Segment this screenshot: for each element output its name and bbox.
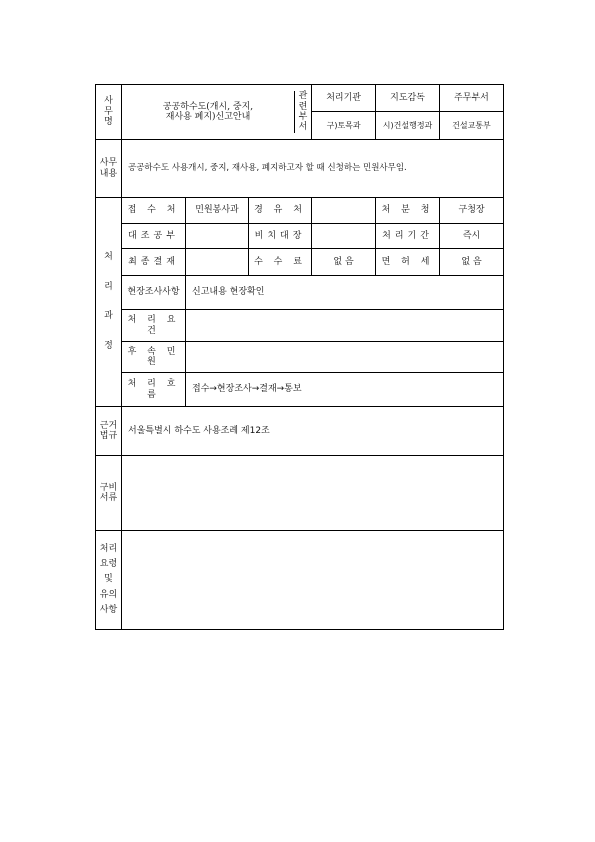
content-label: 사무 내용 — [96, 140, 122, 198]
processing-agency-value: 구)토목과 — [312, 111, 376, 139]
requirement-label: 처 리 요 건 — [122, 310, 186, 342]
requirement-value — [186, 310, 504, 342]
notes-label: 처리 요령 및 유의 사항 — [96, 531, 122, 630]
related-dept-label: 관련 부서 — [295, 91, 312, 132]
processing-agency-label: 처리기관 — [312, 85, 376, 111]
documents-row — [96, 456, 504, 531]
supervision-value: 시)건설행정과 — [376, 111, 440, 139]
process-row-3 — [96, 249, 504, 276]
supervision-label: 지도감독 — [376, 85, 440, 111]
form-title: 공공하수도(개시, 중지, 재사용 폐지)신고안내 — [122, 91, 295, 132]
follow-up-value — [186, 342, 504, 373]
period-value: 즉시 — [440, 224, 504, 249]
field-survey-row — [96, 276, 504, 310]
notes-text — [122, 531, 504, 630]
legal-label: 근거 법규 — [96, 407, 122, 456]
office-name-label: 사 무 명 — [96, 85, 122, 140]
reception-label: 접 수 처 — [122, 198, 186, 224]
final-approval-value — [186, 249, 249, 276]
via-value — [312, 198, 376, 224]
disposition-label: 처 분 청 — [376, 198, 440, 224]
notes-row — [96, 531, 504, 630]
documents-label: 구비 서류 — [96, 456, 122, 531]
via-label: 경 유 처 — [249, 198, 312, 224]
notice-form — [95, 84, 504, 630]
license-tax-value: 없 음 — [440, 249, 504, 276]
license-tax-label: 면 허 세 — [376, 249, 440, 276]
main-dept-label: 주무부서 — [439, 85, 503, 111]
main-dept-value: 건설교통부 — [439, 111, 503, 139]
follow-up-label: 후 속 민 원 — [122, 342, 186, 373]
content-text: 공공하수도 사용개시, 중지, 재사용, 폐지하고자 할 때 신청하는 민원사무임. — [122, 140, 504, 198]
flow-value: 접수→현장조사→결재→통보 — [186, 373, 504, 407]
disposition-value: 구청장 — [440, 198, 504, 224]
field-survey-label: 현장조사사항 — [122, 276, 186, 310]
content-row — [96, 140, 504, 198]
related-dept-table — [312, 85, 503, 139]
flow-row — [96, 373, 504, 407]
register-value — [312, 224, 376, 249]
follow-up-row — [96, 342, 504, 373]
flow-label: 처 리 흐 름 — [122, 373, 186, 407]
legal-text: 서울특별시 하수도 사용조례 제12조 — [122, 407, 504, 456]
final-approval-label: 최종결재 — [122, 249, 186, 276]
process-row-2 — [96, 224, 504, 249]
documents-text — [122, 456, 504, 531]
requirement-row — [96, 310, 504, 342]
reception-value: 민원봉사과 — [186, 198, 249, 224]
legal-row — [96, 407, 504, 456]
fee-value: 없 음 — [312, 249, 376, 276]
header-row — [96, 85, 504, 140]
process-label: 처 리 과 정 — [96, 198, 122, 407]
field-survey-value: 신고내용 현장확인 — [186, 276, 504, 310]
period-label: 처리기간 — [376, 224, 440, 249]
ledger-check-value — [186, 224, 249, 249]
fee-label: 수 수 료 — [249, 249, 312, 276]
register-label: 비치대장 — [249, 224, 312, 249]
ledger-check-label: 대조공부 — [122, 224, 186, 249]
process-row-1 — [96, 198, 504, 224]
